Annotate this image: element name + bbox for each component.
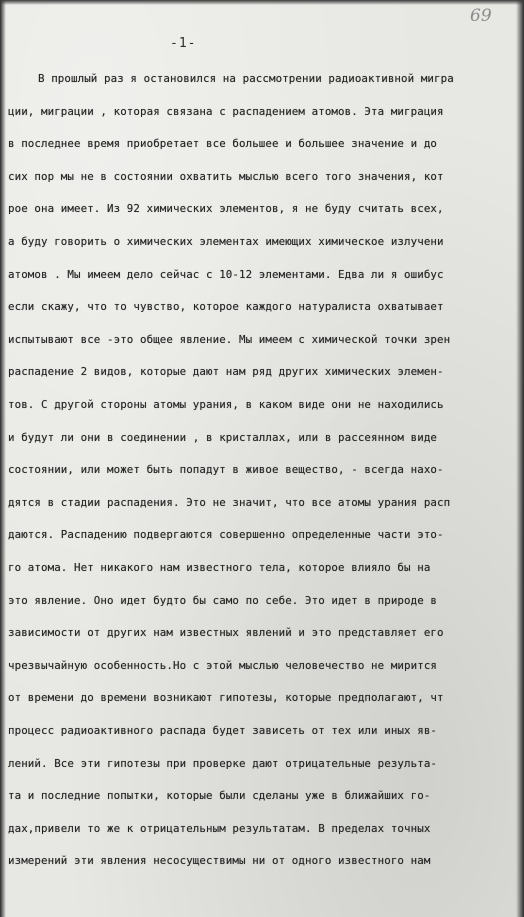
text-line: а буду говорить о химических элементах имеющих химическое излучени — [8, 235, 444, 248]
text-line: сих пор мы не в состоянии охватить мыслью всего того значения, кот — [8, 169, 444, 183]
text-line: распадение 2 видов, которые дают нам ряд других химических элемен- — [8, 365, 444, 379]
text-line: дятся в стадии распадения. Это не значит, что все атомы урания расп — [8, 495, 451, 509]
text-line: чрезвычайную особенность.Но с этой мыслью человечество не мирится — [8, 658, 438, 672]
text-line: атомов . Мы имеем дело сейчас с 10-12 элементами. Едва ли я ошибус — [8, 267, 444, 281]
text-line: и будут ли они в соединении , в кристаллах, или в рассеянном виде — [8, 430, 438, 444]
text-line: ции, миграции , которая связана с распадением атомов. Эта миграция — [8, 104, 444, 118]
text-line: испытывают все -это общее явление. Мы имеем с химической точки зрен — [8, 332, 451, 346]
text-line: та и последние попытки, которые были сделаны уже в ближайших го- — [8, 789, 431, 803]
text-line: даются. Распадению подвергаются совершенно определенные части это- — [8, 528, 444, 542]
text-line: лений. Все эти гипотезы при проверке дают отрицательные результа- — [8, 756, 438, 770]
text-line: го атома. Нет никакого нам известного тела, которое влияло бы на — [8, 561, 431, 574]
text-line: в последнее время приобретает все большее и большее значение и до — [8, 137, 438, 151]
text-line: если скажу, что то чувство, которое каждого натуралиста охватывает — [8, 300, 444, 314]
text-line: дах,привели то же к отрицательным результатам. В пределах точных — [8, 821, 431, 835]
text-line: В прошлый раз я остановился на рассмотрении радиоактивной мигра — [38, 72, 454, 85]
scan-edge-left — [0, 0, 6, 917]
text-line: это явление. Оно идет будто бы само по себе. Это идет в природе в — [8, 593, 438, 607]
text-line: тов. С другой стороны атомы урания, в каком виде они не находились — [8, 398, 444, 411]
folio-number: 69 — [470, 6, 492, 26]
text-line: состоянии, или может быть попадут в живое вещество, - всегда нахо- — [8, 463, 444, 477]
text-line: зависимости от других нам известных явлений и это представляет его — [8, 626, 444, 640]
text-line: процесс радиоактивного распада будет зависеть от тех или иных яв- — [8, 724, 438, 737]
scan-edge-right — [516, 0, 524, 917]
page-number: -1- — [170, 36, 197, 51]
scan-edge-top — [0, 0, 524, 5]
text-line: от времени до времени возникают гипотезы, которые предполагают, чт — [8, 691, 444, 705]
text-line: рое она имеет. Из 92 химических элементов, я не буду считать всех, — [8, 202, 444, 216]
text-line: измерений эти явления несосуществимы ни от одного известного нам — [8, 854, 431, 868]
